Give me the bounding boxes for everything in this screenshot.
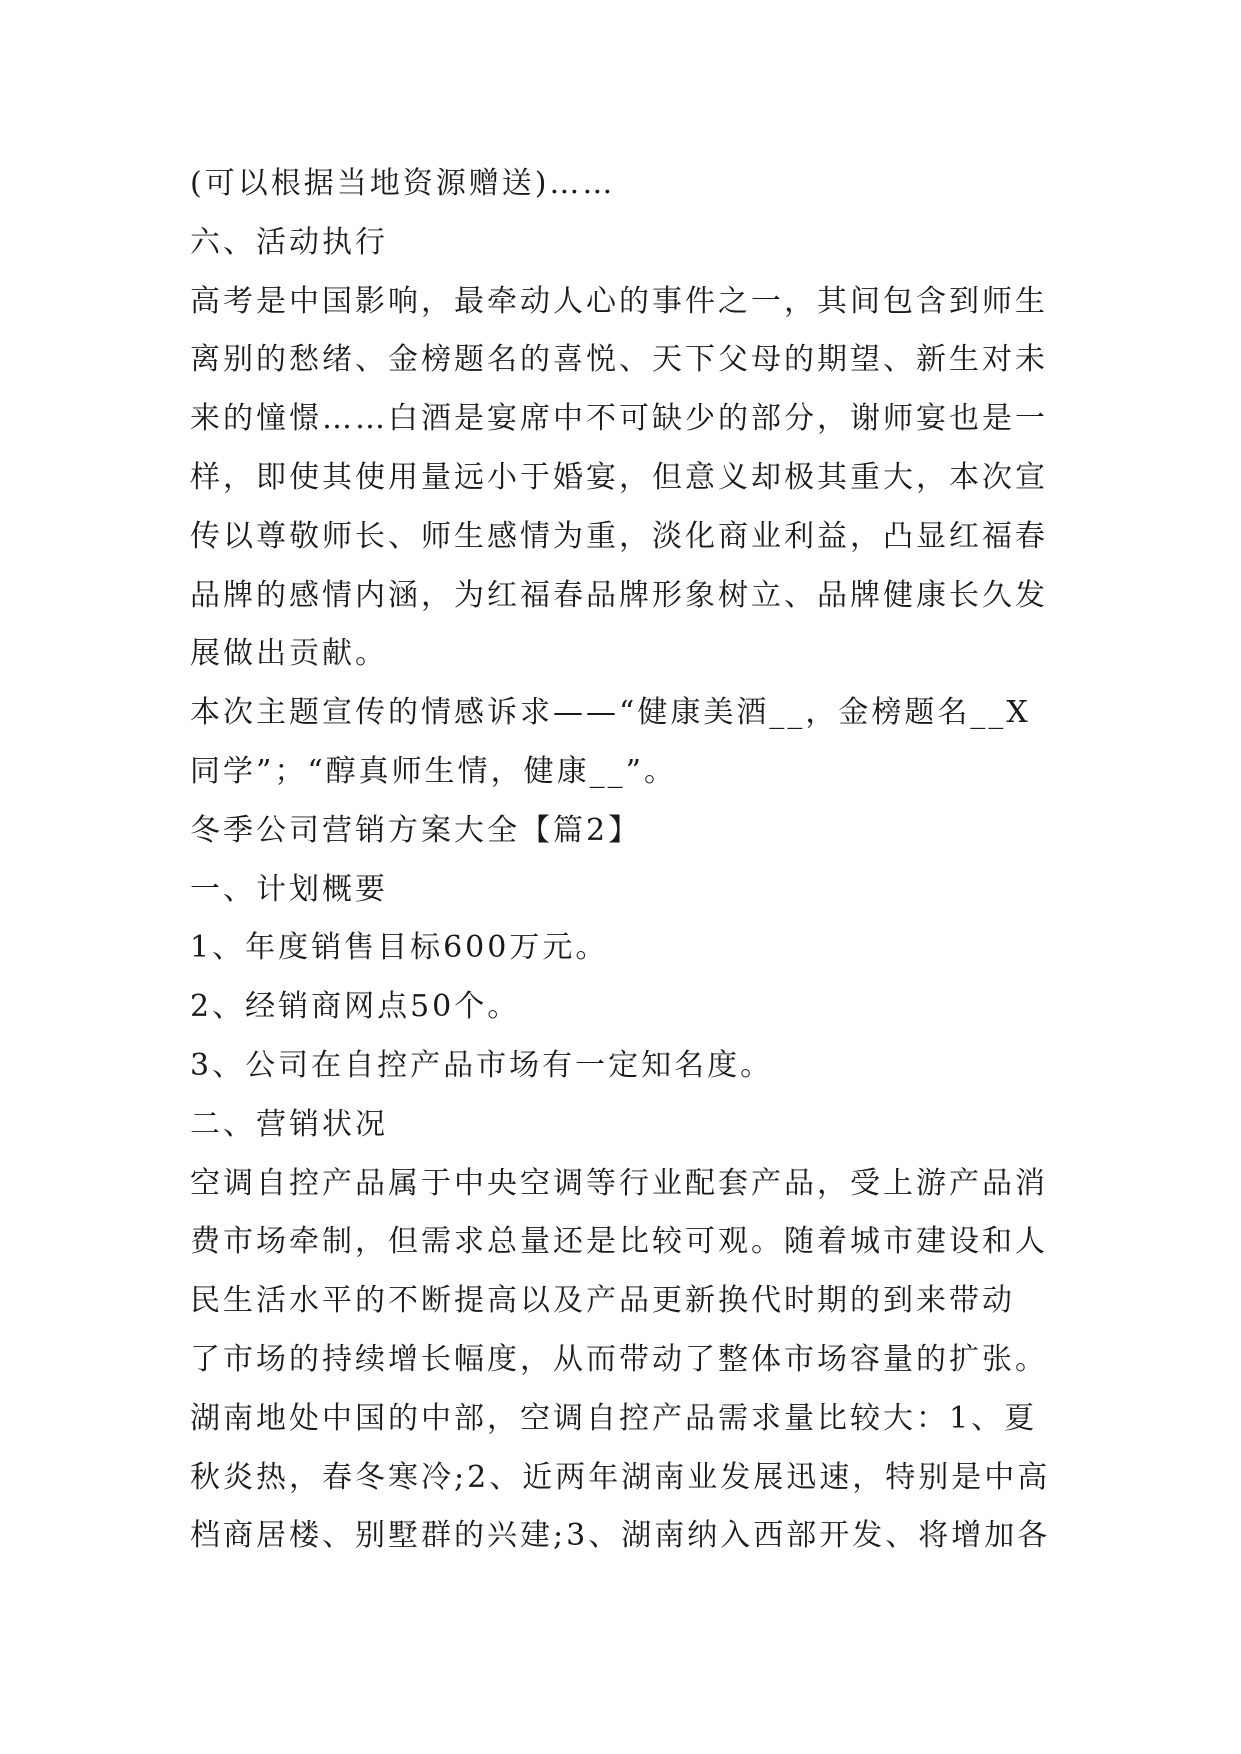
article-title: 冬季公司营销方案大全【篇2】 xyxy=(190,812,642,848)
text-line: 了市场的持续增长幅度，从而带动了整体市场容量的扩张。 xyxy=(190,1341,1048,1377)
text-line: 费市场牵制，但需求总量还是比较可观。随着城市建设和人 xyxy=(190,1224,1048,1260)
text-line: 同学”；“醇真师生情，健康__”。 xyxy=(190,753,678,789)
text-line: 空调自控产品属于中央空调等行业配套产品，受上游产品消 xyxy=(190,1165,1048,1201)
text-line: 来的憧憬……白酒是宴席中不可缺少的部分，谢师宴也是一 xyxy=(190,401,1048,437)
text-line: 秋炎热，春冬寒冷;2、近两年湖南业发展迅速，特别是中高 xyxy=(190,1459,1051,1495)
text-line: (可以根据当地资源赠送)…… xyxy=(190,166,616,201)
text-line: 离别的愁绪、金榜题名的喜悦、天下父母的期望、新生对未 xyxy=(190,342,1048,378)
text-line: 湖南地处中国的中部，空调自控产品需求量比较大：1、夏 xyxy=(190,1400,1038,1436)
section-heading: 一、计划概要 xyxy=(190,871,388,907)
list-item: 1、年度销售目标600万元。 xyxy=(190,930,609,966)
text-line: 档商居楼、别墅群的兴建;3、湖南纳入西部开发、将增加各 xyxy=(190,1518,1051,1554)
section-heading: 六、活动执行 xyxy=(190,224,388,260)
list-item: 2、经销商网点50个。 xyxy=(190,989,521,1025)
text-line: 样，即使其使用量远小于婚宴，但意义却极其重大，本次宣 xyxy=(190,459,1048,495)
section-heading: 二、营销状况 xyxy=(190,1106,388,1142)
document-body xyxy=(190,155,1070,1566)
text-line: 展做出贡献。 xyxy=(190,636,388,672)
list-item: 3、公司在自控产品市场有一定知名度。 xyxy=(190,1047,774,1083)
text-line: 传以尊敬师长、师生感情为重，淡化商业利益，凸显红福春 xyxy=(190,518,1048,554)
text-line: 高考是中国影响，最牵动人心的事件之一，其间包含到师生 xyxy=(190,283,1048,319)
text-line: 品牌的感情内涵，为红福春品牌形象树立、品牌健康长久发 xyxy=(190,577,1048,613)
text-line: 本次主题宣传的情感诉求——“健康美酒__，金榜题名__X xyxy=(190,695,1031,731)
text-line: 民生活水平的不断提高以及产品更新换代时期的到来带动 xyxy=(190,1283,1015,1319)
